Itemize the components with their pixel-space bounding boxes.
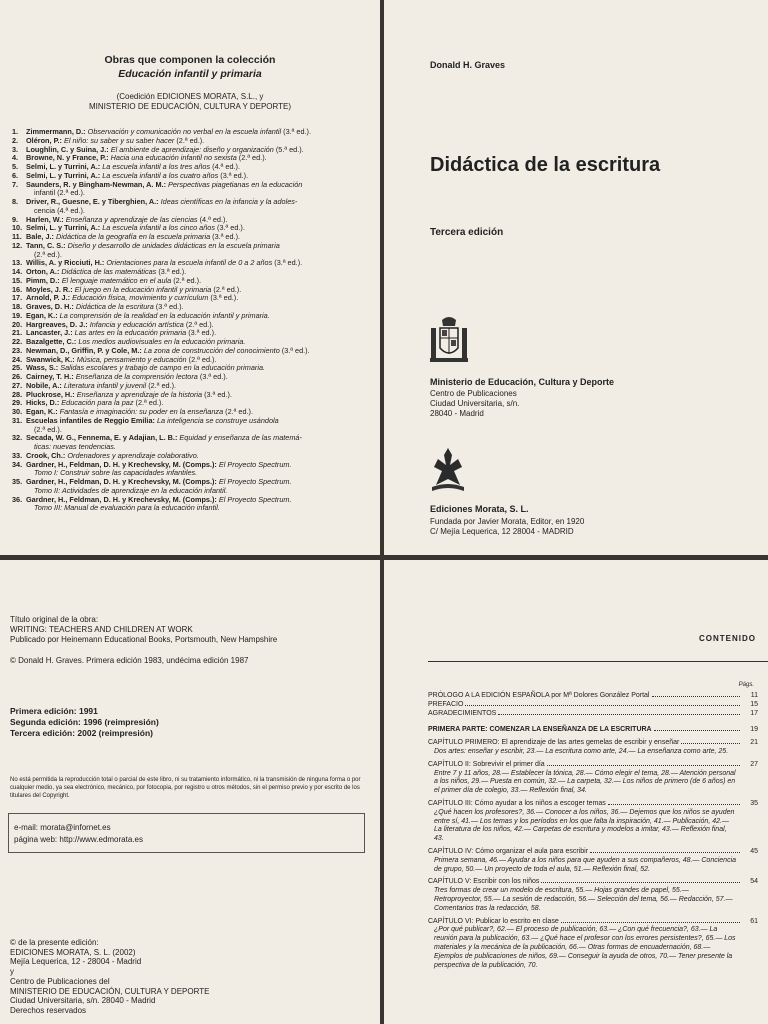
contact-box [8, 813, 365, 853]
item-number: 19. [12, 310, 23, 320]
edition-line: Segunda edición: 1996 (reimpresión) [10, 717, 159, 727]
series-item [0, 242, 352, 260]
dot-leader [654, 730, 740, 731]
pages-label: Págs. [738, 682, 754, 688]
item-author: Browne, N. y France, P.: [26, 153, 111, 163]
item-edition: (3.ª ed.). [281, 127, 311, 136]
toc-part [428, 726, 758, 735]
toc-chapter [428, 848, 758, 874]
coedition-line-1: (Coedición EDICIONES MORATA, S.L., y [116, 92, 264, 101]
series-item [0, 461, 352, 479]
series-heading: Obras que componen la colección [104, 54, 276, 66]
item-title: Didáctica de la escritura [75, 302, 154, 311]
item-author: Oléron, P.: [26, 135, 64, 145]
item-title: Enseñanza y aprendizaje de las ciencias [65, 214, 198, 224]
item-edition: (2.ª ed.). [211, 284, 242, 294]
item-number: 34. [12, 459, 23, 469]
item-edition: (5.ª ed.). [273, 144, 304, 154]
item-title: Las artes en la educación primaria [74, 328, 187, 338]
publisher-line: Fundada por Javier Morata, Editor, en 1920 [430, 517, 585, 526]
item-edition: (2.ª ed.). [146, 380, 177, 390]
toc-chapter-sections: ¿Por qué publicar?, 62.— El proceso de publicación, 63.— ¿Con qué frecuencia?, 63.— La reunión para la publicación, 63.— ¿Qué hace el profesor con los errores persistentes?, 65.— Los materiales y la mecánica de la publicación, 66.— Otras formas de encuadernación, 68.— Ejemplos de publicaciones de niños, 69.— Conseguir la ayuda de otros, 70.— Tener presente la perspectiva de la publicación, 70. [434, 926, 736, 969]
item-title: El Proyecto Spectrum. [218, 459, 292, 469]
item-author: Cairney, T. H.: [26, 372, 76, 381]
item-author: Orton, A.: [26, 267, 62, 276]
item-author: Bale, J.: [26, 232, 57, 241]
toc-page-number: 21 [750, 739, 758, 747]
toc-entry-label: CAPÍTULO VI: Publicar lo escrito en clase [428, 917, 559, 925]
item-author: Secada, W. G., Fennema, E. y Adajian, L. B.: [26, 433, 180, 443]
toc-entry-label: CAPÍTULO V: Escribir con los niños [428, 878, 540, 886]
item-title: Didáctica de las matemáticas [61, 267, 157, 276]
item-number: 8. [12, 197, 19, 206]
item-title: Didáctica de la geografía en la escuela primaria [56, 232, 211, 241]
toc-chapter-sections: Tres formas de crear un modelo de escritura, 55.— Hojas grandes de papel, 55.— Retroproyector, 55.— La sesión de redacción, 56.— Selección del tema, 56.— Redacción, 57.— Comentarios tras la redacción, 58. [434, 887, 733, 912]
series-item [0, 496, 352, 514]
item-number: 30. [12, 407, 23, 416]
item-author: Pimm, D.: [26, 275, 62, 285]
toc-chapter-title [428, 739, 758, 748]
series-item [0, 198, 352, 216]
original-publisher: Publicado por Heinemann Educational Books, Portsmouth, New Hampshire [10, 635, 278, 644]
ministry-line: Centro de Publicaciones [430, 389, 517, 398]
item-number: 7. [12, 179, 19, 189]
item-author: Escuelas infantiles de Reggio Emilia: [26, 415, 157, 425]
item-number: 35. [12, 477, 23, 486]
item-number: 27. [12, 380, 23, 390]
item-author: Crook, Ch.: [26, 450, 68, 460]
item-author: Nobile, A.: [26, 380, 64, 390]
item-title: Ordenadores y aprendizaje colaborativo. [67, 450, 199, 460]
toc-page-number: 45 [750, 847, 758, 855]
item-title: Enseñanza y aprendizaje de la historia [76, 389, 203, 399]
item-title: El niño: su saber y su saber hacer [63, 135, 175, 145]
item-title: La zona de construcción del conocimiento [143, 345, 280, 355]
item-author: Egan, K.: [26, 310, 60, 320]
series-item [0, 478, 352, 496]
item-edition: (4.ª ed.). [197, 214, 228, 224]
item-author: Hicks, D.: [26, 398, 62, 408]
item-title: Ideas científicas en la infancia y la adoles- [160, 197, 298, 206]
toc-chapter-sections: ¿Qué hacen los profesores?, 36.— Conocer a los niños, 36.— Dejemos que los niños se ayuden entre sí, 41.— Los temas y los períodos en los que falta la inspiración, 41.— Publicación, 42.— La literatura de los niños, 42.— Carpetas de escritura y modelos a imitar, 43.— Reflexión final, 43. [434, 808, 735, 843]
item-number: 2. [12, 135, 19, 145]
toc-page-number: 15 [750, 700, 758, 708]
item-number: 22. [12, 337, 23, 346]
toc-chapter [428, 739, 758, 757]
item-number: 6. [12, 170, 19, 180]
item-title: Infancia y educación artística [89, 319, 184, 329]
item-edition: (3.ª ed.). [279, 345, 310, 355]
item-edition: (2.ª ed.). [171, 275, 202, 285]
item-number: 3. [12, 144, 19, 154]
item-title: La escuela infantil a los cuatro años [102, 170, 219, 180]
item-author: Selmi, L. y Turrini, A.: [26, 223, 103, 233]
toc-chapter-sections: Primera semana, 46.— Ayudar a los niños para que ayuden a sus compañeros, 48.— Conciencia de grupo, 50.— Un proyecto de toda el aula, 51.— Reflexión final, 52. [434, 856, 737, 873]
dot-leader [498, 714, 740, 715]
edition-label: Tercera edición [430, 227, 504, 238]
dot-leader [541, 882, 740, 883]
legal-notice: No está permitida la reproducción total o parcial de este libro, ni su tratamiento informático, ni la transmisión de ninguna forma o por cualquier medio, ya sea electrónico, mecánico, por fotocopia, por registro u otros métodos, sin el permiso previo y por escrito de los titulares del Copyright. [10, 777, 361, 799]
item-title: Los medios audiovisuales en la educación primaria. [78, 337, 246, 346]
publisher-line: C/ Mejía Lequerica, 12 28004 - MADRID [430, 527, 574, 536]
ministry-name: Ministerio de Educación, Cultura y Deporte [430, 377, 615, 387]
item-edition: (3.ª ed.). [186, 328, 217, 338]
item-number: 11. [12, 232, 22, 241]
item-title: Diseño y desarrollo de unidades didácticas en la escuela primaria [67, 240, 280, 250]
item-edition: (2.ª ed.). [223, 407, 254, 416]
dot-leader [681, 743, 740, 744]
imprint-line: Ciudad Universitaria, s/n. 28040 - Madrid [10, 996, 156, 1006]
series-list [0, 128, 352, 513]
dot-leader [590, 852, 740, 853]
item-edition: (2.ª ed.). [133, 398, 164, 408]
dot-leader [608, 804, 740, 805]
item-number: 36. [12, 494, 23, 504]
item-title: Equidad y enseñanza de las matemá- [179, 433, 302, 443]
item-author: Hargreaves, D. J.: [26, 319, 90, 329]
toc-chapter-title [428, 878, 758, 887]
item-title: La inteligencia se construye usándola [156, 415, 279, 425]
item-author: Egan, K.: [26, 407, 60, 416]
toc-chapter-sections: Dos artes: enseñar y escribir, 23.— La escritura como arte, 24.— La enseñanza como arte, 25. [434, 747, 729, 755]
item-author: Lancaster, J.: [26, 328, 75, 338]
item-number: 31. [12, 415, 23, 425]
edition-line: Tercera edición: 2002 (reimpresión) [10, 728, 153, 738]
book-title: Didáctica de la escritura [430, 154, 661, 176]
item-number: 24. [12, 354, 23, 364]
item-edition: (4.ª ed.). [210, 162, 241, 171]
series-item [0, 417, 352, 435]
item-edition: (3.ª ed.). [208, 293, 239, 303]
ministry-line: Ciudad Universitaria, s/n. [430, 399, 520, 408]
title-page [384, 0, 768, 555]
item-number: 15. [12, 275, 23, 285]
toc-entry-label: AGRADECIMIENTOS [428, 709, 497, 717]
dot-leader [652, 696, 741, 697]
item-title: El ambiente de aprendizaje: diseño y organización [110, 144, 274, 154]
item-author: Arnold, P. J.: [26, 293, 73, 303]
toc-chapter-sections: Entre 7 y 11 años, 28.— Establecer la tónica, 28.— Cómo elegir el tema, 28.— Atención personal a los niños, 29.— Puesta en común, 32.— La carpeta, 32.— Los niños de primero (de 6 años) en el primer día de colegio, 33.— Reflexión final, 34. [434, 769, 736, 795]
toc-chapter-title [428, 761, 758, 770]
item-author: Harlen, W.: [26, 214, 66, 224]
item-author: Tann, C. S.: [26, 240, 68, 250]
toc-entry-label: PRÓLOGO A LA EDICIÓN ESPAÑOLA por Mª Dolores González Portal [428, 692, 650, 699]
ministry-line: 28040 - Madrid [430, 409, 484, 418]
item-number: 20. [12, 319, 23, 329]
toc-page-number: 11 [750, 692, 758, 699]
item-number: 5. [12, 162, 19, 171]
toc-page-number: 17 [750, 709, 758, 717]
item-continuation: Tomo I: Construir sobre las capacidades infantiles. [34, 468, 198, 478]
toc-page-number: 35 [750, 799, 758, 807]
contents-heading: CONTENIDO [699, 634, 756, 643]
dot-leader [561, 922, 740, 923]
imprint-line: © de la presente edición: [10, 938, 99, 947]
website-line: página web: http://www.edmorata.es [14, 835, 143, 844]
imprint-line: Derechos reservados [10, 1006, 87, 1015]
item-continuation: ticas: nuevas tendencias. [34, 442, 116, 451]
item-author: Gardner, H., Feldman, D. H. y Krechevsky, M. (Comps.): [26, 494, 219, 504]
item-number: 16. [12, 284, 23, 294]
item-number: 29. [12, 398, 23, 408]
item-number: 18. [12, 302, 23, 311]
divider [428, 661, 768, 662]
item-number: 14. [12, 267, 23, 276]
toc-entry-label: PRIMERA PARTE: COMENZAR LA ENSEÑANZA DE LA ESCRITURA [428, 726, 652, 734]
item-author: Gardner, H., Feldman, D. H. y Krechevsky, M. (Comps.): [26, 477, 219, 486]
item-edition: (2.ª ed.). [174, 135, 205, 145]
coedition-line-2: MINISTERIO DE EDUCACIÓN, CULTURA Y DEPORTE) [88, 102, 292, 111]
item-title: Literatura infantil y juvenil [63, 380, 147, 390]
item-title: Orientaciones para la escuela infantil de 0 a 2 años [106, 258, 273, 268]
item-number: 4. [12, 153, 19, 163]
item-number: 32. [12, 433, 23, 443]
item-continuation: Tomo II: Actividades de aprendizaje en la educación infantil. [34, 485, 228, 495]
item-author: Newman, D., Griffin, P. y Cole, M.: [26, 345, 144, 355]
toc-chapter-title [428, 918, 758, 927]
item-author: Bazalgette, C.: [26, 337, 79, 346]
item-number: 13. [12, 258, 23, 268]
item-title: Observación y comunicación no verbal en la escuela infantil [87, 127, 282, 136]
toc-list [428, 692, 758, 970]
toc-entry [428, 692, 758, 701]
item-edition: (2.ª ed.). [186, 354, 217, 364]
toc-page-number: 19 [750, 726, 758, 734]
item-author: Graves, D. H.: [26, 302, 76, 311]
item-title: El Proyecto Spectrum. [218, 477, 292, 486]
item-edition: (3.ª ed.). [218, 170, 249, 180]
item-author: Moyles, J. R.: [26, 284, 75, 294]
item-edition: (3.ª ed.). [197, 372, 228, 381]
item-author: Wass, S.: [26, 363, 61, 373]
original-title-label: Título original de la obra: [10, 615, 99, 624]
item-author: Swanwick, K.: [26, 354, 77, 364]
imprint-line: Mejía Lequerica, 12 - 28004 - Madrid [10, 957, 142, 967]
toc-chapter [428, 918, 758, 971]
item-title: El Proyecto Spectrum. [218, 494, 292, 504]
toc-entry [428, 710, 758, 719]
item-edition: (3.ª ed.). [215, 223, 245, 233]
item-title: El lenguaje matemático en el aula [61, 275, 172, 285]
series-page [0, 0, 380, 555]
contents-page [384, 560, 768, 1024]
item-title: La escuela infantil a los cinco años [102, 223, 216, 233]
imprint-line: EDICIONES MORATA, S. L. (2002) [10, 947, 136, 957]
item-title: Fantasía e imaginación: su poder en la enseñanza [59, 407, 224, 416]
edition-line: Primera edición: 1991 [10, 706, 98, 716]
item-edition: (3.ª ed.). [156, 267, 187, 276]
toc-chapter [428, 761, 758, 796]
publisher-name: Ediciones Morata, S. L. [430, 504, 529, 514]
toc-page-number: 61 [750, 917, 758, 925]
toc-chapter-title [428, 800, 758, 809]
item-edition: (3.ª ed.). [153, 302, 184, 311]
toc-chapter-title [428, 848, 758, 857]
toc-chapter [428, 878, 758, 913]
coat-of-arms-icon [428, 314, 470, 366]
item-author: Willis, A. y Ricciuti, H.: [26, 258, 107, 268]
series-item [0, 434, 352, 452]
item-number: 26. [12, 372, 23, 381]
item-author: Pluckrose, H.: [26, 389, 77, 399]
item-title: Música, pensamiento y educación [76, 354, 187, 364]
item-edition: (3.ª ed.). [210, 232, 241, 241]
imprint-line: y [10, 967, 14, 977]
item-edition: (3.ª ed.). [202, 389, 232, 399]
item-title: Educación para la paz [61, 398, 134, 408]
item-title: Enseñanza de la comprensión lectora [75, 372, 198, 381]
author-name: Donald H. Graves [430, 60, 506, 70]
original-title: WRITING: TEACHERS AND CHILDREN AT WORK [10, 625, 193, 634]
item-continuation: (2.ª ed.). [34, 424, 62, 434]
item-number: 25. [12, 363, 23, 373]
item-title: Perspectivas piagetianas en la educación [168, 179, 303, 189]
item-author: Selmi, L. y Turrini, A.: [26, 162, 103, 171]
item-author: Zimmermann, D.: [26, 127, 88, 136]
copyright-page [0, 560, 380, 1024]
series-item [0, 181, 352, 199]
item-edition: (3.ª ed.). [272, 258, 303, 268]
item-title: Educación física, movimiento y currículum [72, 293, 209, 303]
series-subheading: Educación infantil y primaria [118, 68, 262, 80]
toc-entry-label: CAPÍTULO II: Sobrevivir el primer día [428, 760, 545, 768]
item-edition: (2.ª ed.). [236, 153, 267, 163]
item-continuation: cencia (4.ª ed.). [34, 205, 85, 215]
toc-entry-label: CAPÍTULO PRIMERO: El aprendizaje de las artes gemelas de escribir y enseñar [428, 739, 680, 747]
copyright-line: © Donald H. Graves. Primera edición 1983, undécima edición 1987 [10, 656, 249, 665]
item-title: La escuela infantil a los tres años [102, 162, 211, 171]
email-line: e-mail: morata@infornet.es [14, 823, 111, 832]
item-number: 10. [12, 223, 23, 233]
item-title: Salidas escolares y trabajo de campo en la educación primaria. [60, 363, 266, 373]
item-author: Selmi, L. y Turrini, A.: [26, 170, 103, 180]
item-continuation: (2.ª ed.). [34, 249, 62, 259]
item-number: 1. [12, 127, 19, 136]
toc-chapter [428, 800, 758, 844]
item-continuation: Tomo III: Manual de evaluación para la educación infantil. [34, 503, 220, 513]
item-number: 23. [12, 345, 23, 355]
toc-page-number: 27 [750, 760, 758, 768]
item-author: Loughlin, C. y Suina, J.: [26, 144, 111, 154]
item-title: Hacia una educación infantil no sexista [110, 153, 237, 163]
toc-entry-label: CAPÍTULO III: Cómo ayudar a los niños a escoger temas [428, 799, 606, 807]
item-number: 21. [12, 328, 23, 338]
imprint-line: Centro de Publicaciones del [10, 977, 110, 987]
dot-leader [547, 765, 740, 766]
item-author: Saunders, R. y Bingham-Newman, A. M.: [26, 179, 169, 189]
item-continuation: infantil (2.ª ed.). [34, 188, 85, 198]
toc-entry [428, 701, 758, 710]
item-title: El juego en la educación infantil y primaria [74, 284, 212, 294]
item-number: 33. [12, 450, 23, 460]
item-title: La comprensión de la realidad en la educación infantil y primaria. [59, 310, 270, 320]
item-author: Driver, R., Guesne, E. y Tiberghien, A.: [26, 197, 161, 206]
item-number: 17. [12, 293, 23, 303]
publisher-logo-icon [428, 445, 468, 495]
imprint-line: MINISTERIO DE EDUCACIÓN, CULTURA Y DEPORTE [10, 986, 210, 996]
toc-entry-label: CAPÍTULO IV: Cómo organizar el aula para escribir [428, 847, 589, 855]
item-number: 9. [12, 214, 19, 224]
dot-leader [465, 705, 740, 706]
toc-page-number: 54 [750, 878, 758, 886]
toc-entry-label: PREFACIO [428, 700, 464, 708]
item-author: Gardner, H., Feldman, D. H. y Krechevsky, M. (Comps.): [26, 459, 219, 469]
item-edition: (2.ª ed.). [183, 319, 214, 329]
item-number: 28. [12, 389, 23, 399]
item-number: 12. [12, 240, 23, 250]
